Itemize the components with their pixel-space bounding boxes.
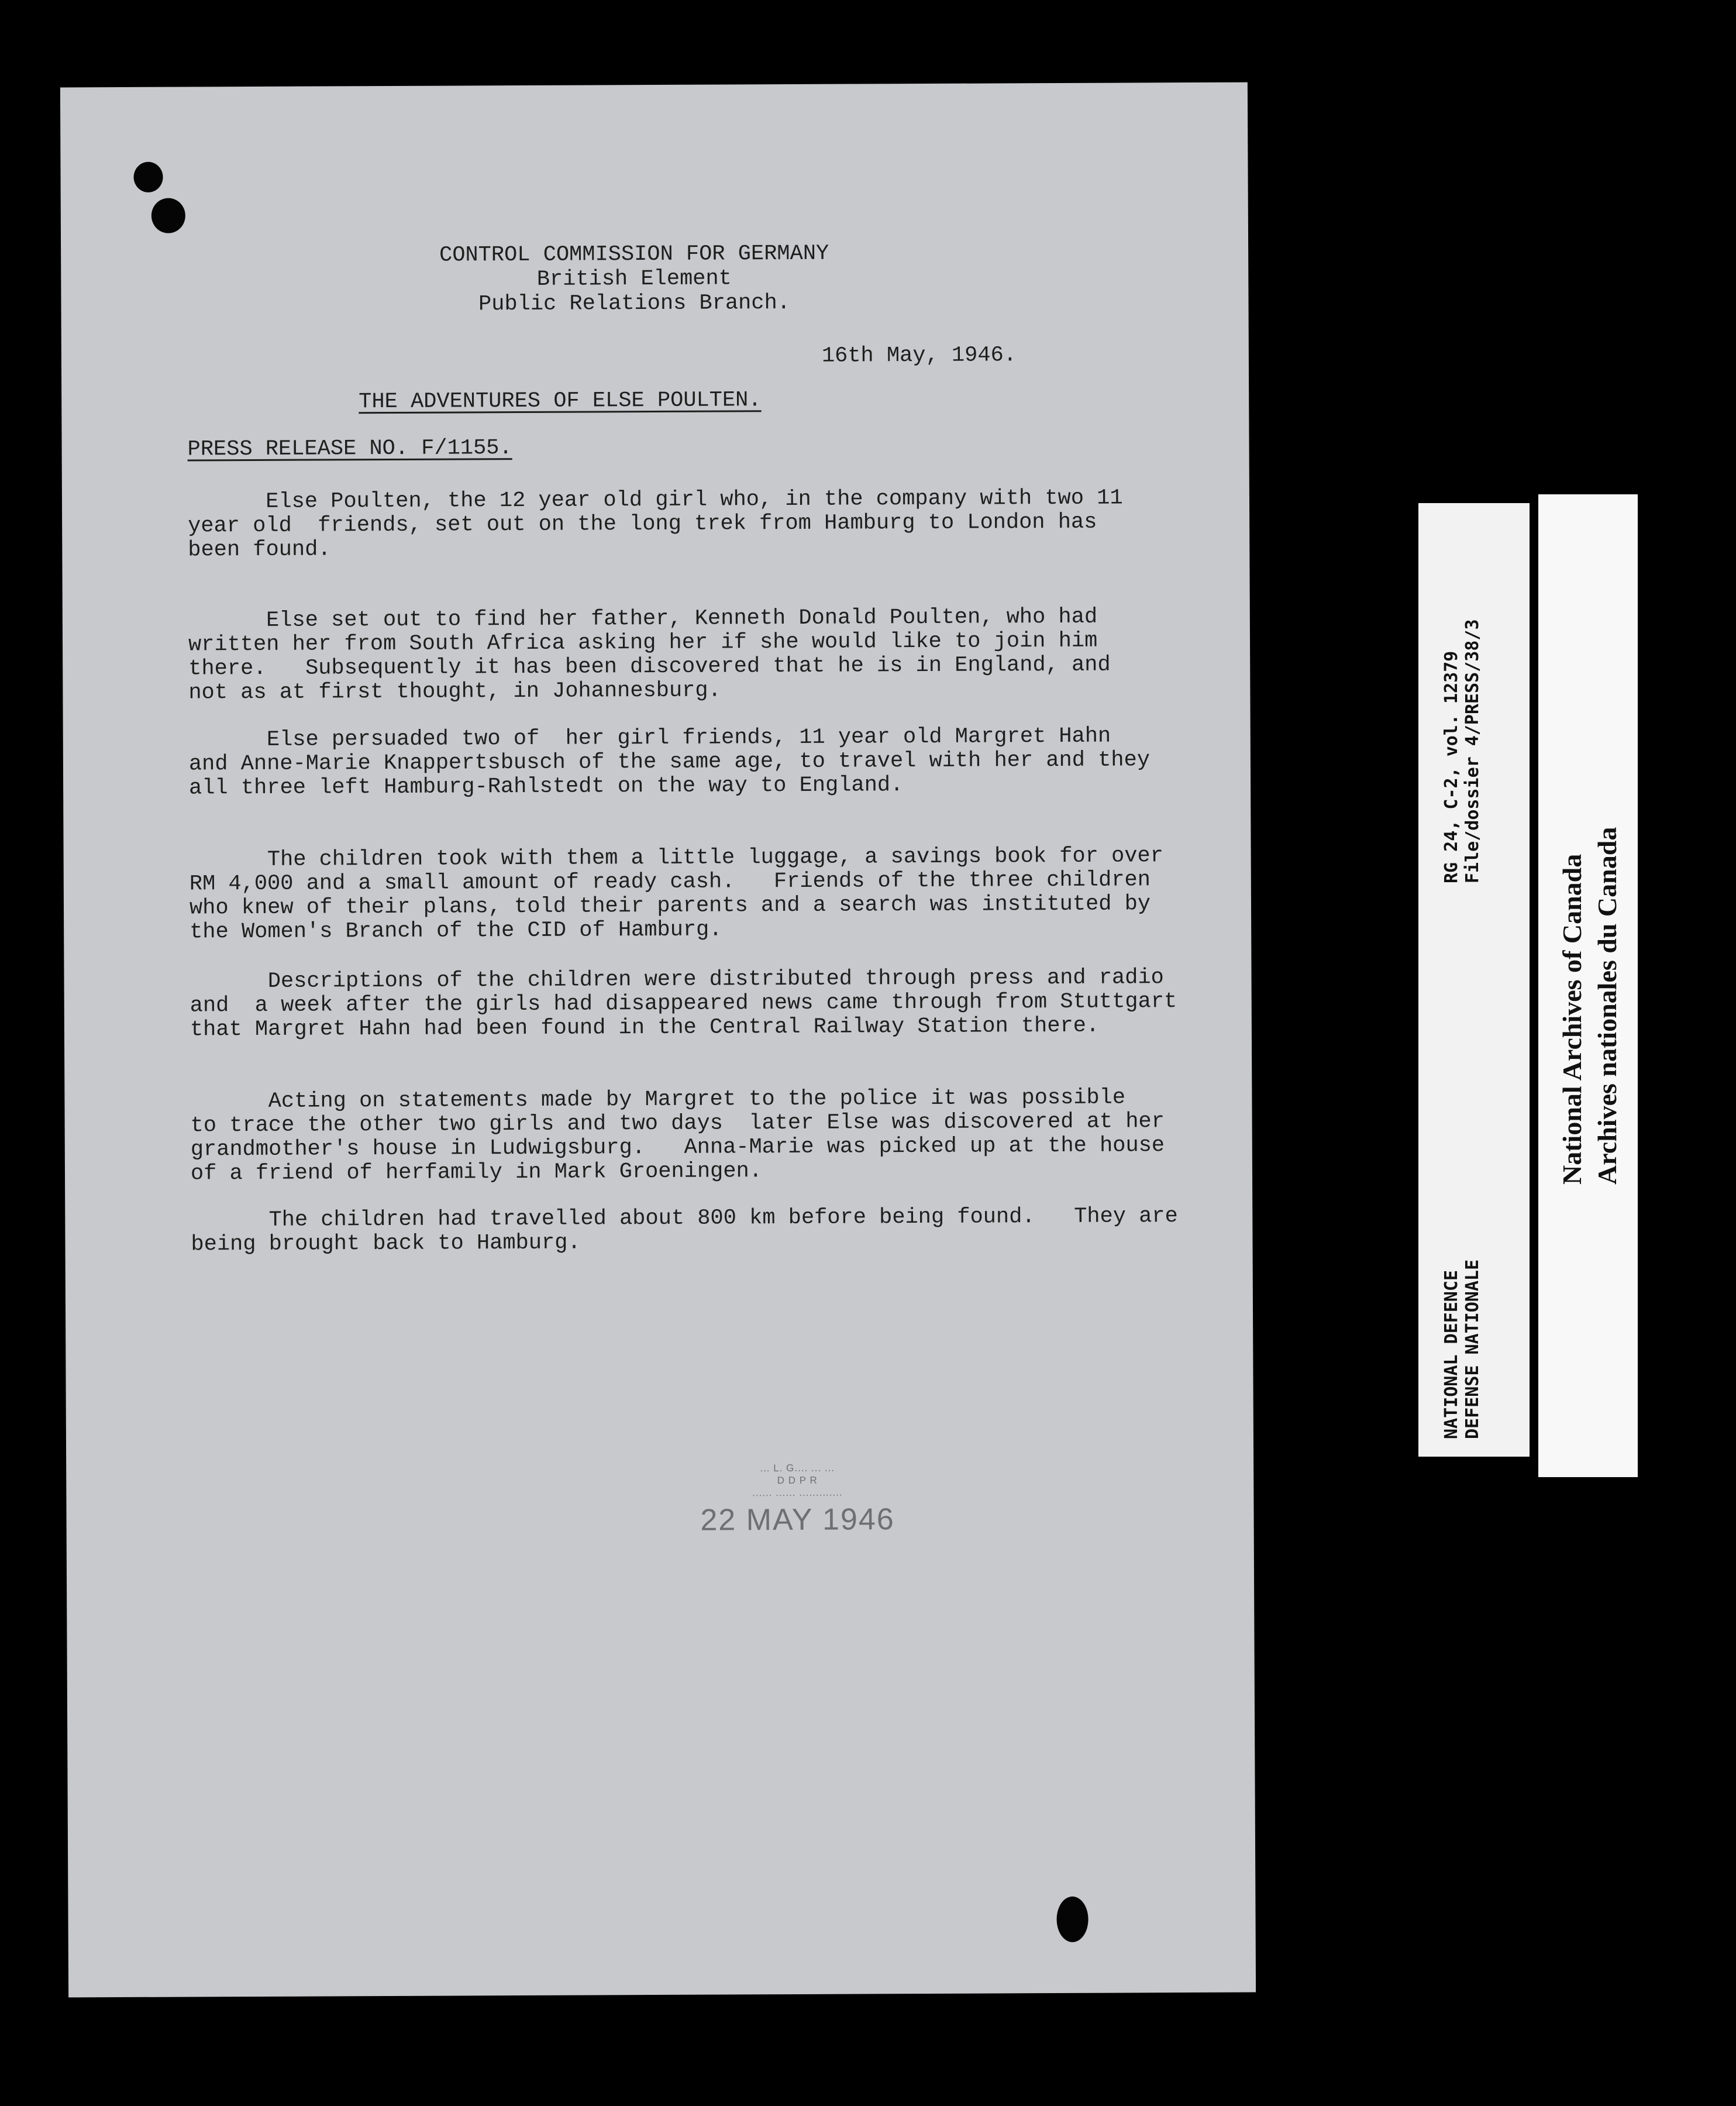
paragraph-line: Else Poulten, the 12 year old girl who, in the company with two 11 [187, 486, 1123, 515]
header-org: CONTROL COMMISSION FOR GERMANY [439, 241, 829, 268]
header-element: British Element [536, 266, 732, 292]
reference-line-2: File/dossier 4/PRESS/38/3 [1462, 619, 1483, 883]
defence-fr: DEFENSE NATIONALE [1462, 1259, 1483, 1439]
paragraph-line: year old friends, set out on the long trek from Hamburg to London has [188, 510, 1097, 539]
stamp-line-1: ... L. G.... ... ... [760, 1462, 835, 1474]
paragraph-line: all three left Hamburg-Rahlstedt on the way to England. [189, 773, 904, 801]
paragraph-line: and Anne-Marie Knappertsbusch of the same age, to travel with her and they [188, 748, 1151, 777]
punch-hole-bottom [1056, 1897, 1088, 1942]
paragraph-line: who knew of their plans, told their parents and a search was instituted by [189, 892, 1151, 921]
paragraph-line: and a week after the girls had disappeared news came through from Stuttgart [190, 989, 1177, 1018]
punch-hole-top [133, 162, 163, 192]
paragraph-line: been found. [188, 537, 331, 563]
archives-name-en: National Archives of Canada [1557, 854, 1587, 1185]
reference-strip [1418, 503, 1530, 1457]
paragraph-line: The children took with them a little luggage, a savings book for over [189, 844, 1164, 873]
paragraph-line: Descriptions of the children were distributed through press and radio [190, 965, 1164, 994]
paragraph-line: Acting on statements made by Margret to the police it was possible [190, 1085, 1126, 1114]
paragraph-line: to trace the other two girls and two days later Else was discovered at her [190, 1109, 1165, 1138]
paragraph-line: RM 4,000 and a small amount of ready cash. Friends of the three children [189, 868, 1151, 897]
paragraph-line: Else set out to find her father, Kenneth Donald Poulten, who had [188, 604, 1098, 634]
press-release-number: PRESS RELEASE NO. F/1155. [187, 436, 512, 462]
paragraph-line: that Margret Hahn had been found in the Central Railway Station there. [190, 1013, 1100, 1042]
paragraph-line: grandmother's house in Ludwigsburg. Anna-Marie was picked up at the house [190, 1133, 1165, 1162]
paragraph-line: there. Subsequently it has been discovered that he is in England, and [188, 652, 1111, 682]
reference-line-1: RG 24, C-2, vol. 12379 [1441, 651, 1462, 883]
defence-en: NATIONAL DEFENCE [1441, 1270, 1462, 1439]
archives-strip [1538, 494, 1638, 1477]
stamp-line-3: ...... ...... ............. [752, 1486, 843, 1499]
paragraph-line: not as at first thought, in Johannesburg. [188, 678, 721, 706]
document-page [60, 82, 1256, 1998]
document-date: 16th May, 1946. [821, 343, 1017, 369]
paragraph-line: being brought back to Hamburg. [191, 1230, 581, 1257]
document-title: THE ADVENTURES OF ELSE POULTEN. [359, 388, 762, 415]
paragraph-line: The children had travelled about 800 km before being found. They are [191, 1204, 1178, 1233]
paragraph-line: the Women's Branch of the CID of Hamburg. [190, 917, 722, 945]
paragraph-line: written her from South Africa asking her if she would like to join him [188, 628, 1098, 658]
archives-name-fr: Archives nationales du Canada [1592, 827, 1622, 1185]
punch-hole-second [151, 198, 185, 233]
paragraph-line: of a friend of herfamily in Mark Groeningen. [190, 1159, 763, 1186]
header-branch: Public Relations Branch. [478, 291, 791, 317]
stamp-date: 22 MAY 1946 [700, 1502, 895, 1537]
paragraph-line: Else persuaded two of her girl friends, 11 year old Margret Hahn [188, 724, 1111, 753]
received-stamp [698, 1461, 897, 1537]
stamp-line-2: D D P R [777, 1474, 818, 1486]
